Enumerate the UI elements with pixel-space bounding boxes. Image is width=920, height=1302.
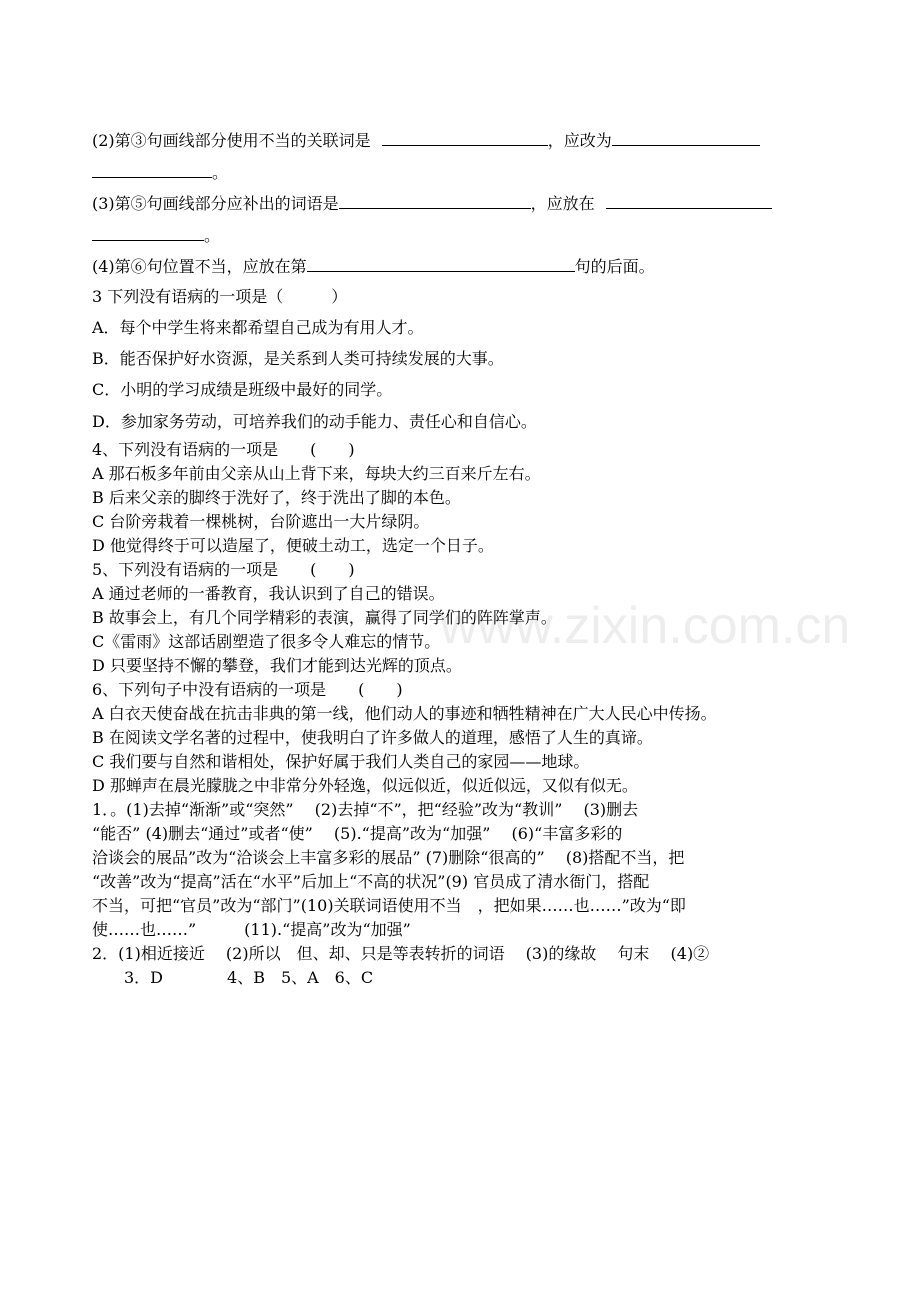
q2-4-after: 句的后面。	[574, 257, 655, 276]
answer-blank[interactable]	[382, 130, 548, 146]
question-6-option-c: C 我们要与自然和谐相处，保护好属于我们人类自己的家园——地球。	[92, 752, 590, 771]
question-4-option-d: D 他觉得终于可以造屋了，便破土动工，选定一个日子。	[92, 536, 494, 555]
question-6-stem: 6、下列句子中没有语病的一项是 ( )	[92, 680, 403, 699]
q2-2-middle: ，应改为	[547, 131, 612, 150]
question-3-option-d: D．参加家务劳动，可培养我们的动手能力、责任心和自信心。	[92, 412, 537, 431]
answer-blank[interactable]	[339, 193, 531, 209]
question-6-option-d: D 那蝉声在晨光朦胧之中非常分外轻逸，似远似近，似近似远，又似有似无。	[92, 776, 638, 795]
answer-line: 使……也……” (11).“提高”改为“加强”	[92, 920, 411, 939]
fill-in-q2-2	[92, 130, 760, 150]
question-3-option-c: C．小明的学习成绩是班级中最好的同学。	[92, 380, 393, 399]
question-3-option-a: A．每个中学生将来都希望自己成为有用人才。	[92, 318, 424, 337]
question-3-option-b: B．能否保护好水资源，是关系到人类可持续发展的大事。	[92, 349, 504, 368]
q2-3-end: 。	[204, 226, 221, 245]
question-3-stem: 3 下列没有语病的一项是（ ）	[92, 287, 348, 306]
answer-blank[interactable]	[92, 225, 204, 241]
watermark: www.zixin.com.cn	[440, 597, 851, 655]
answer-line: 1．。(1)去掉“渐渐”或“突然” (2)去掉“不”，把“经验”改为“教训” (3)删去	[92, 800, 639, 819]
answer-line: 3．D 4、B 5、A 6、C	[92, 968, 374, 987]
q2-2-text: (2)第③句画线部分使用不当的关联词是	[92, 131, 371, 150]
q2-2-end: 。	[212, 163, 229, 182]
answer-line: 2．(1)相近接近 (2)所以 但、却、只是等表转折的词语 (3)的缘故 句末 (4)②	[92, 944, 710, 963]
answer-blank[interactable]	[612, 130, 760, 146]
question-4-option-b: B 后来父亲的脚终于洗好了，终于洗出了脚的本色。	[92, 488, 461, 507]
answer-blank[interactable]	[92, 162, 212, 178]
question-5-stem: 5、下列没有语病的一项是 ( )	[92, 560, 355, 579]
fill-in-q2-4	[92, 256, 655, 276]
answer-blank[interactable]	[606, 193, 772, 209]
answer-line: 不当，可把“官员”改为“部门”(10)关联词语使用不当 ，把如果……也……”改为“即	[92, 896, 686, 915]
fill-in-q2-3	[92, 193, 772, 213]
question-4-stem: 4、下列没有语病的一项是 ( )	[92, 440, 355, 459]
question-5-option-a: A 通过老师的一番教育，我认识到了自己的错误。	[92, 584, 445, 603]
fill-in-q2-3-cont	[92, 225, 220, 245]
q2-4-text: (4)第⑥句位置不当，应放在第	[92, 257, 307, 276]
question-5-option-c: C《雷雨》这部话剧塑造了很多令人难忘的情节。	[92, 632, 441, 651]
question-6-option-a: A 白衣天使奋战在抗击非典的第一线，他们动人的事迹和牺牲精神在广大人民心中传扬。	[92, 704, 717, 723]
question-4-option-c: C 台阶旁栽着一棵桃树，台阶遮出一大片绿阴。	[92, 512, 430, 531]
answer-line: 洽谈会的展品”改为“洽谈会上丰富多彩的展品” (7)删除“很高的” (8)搭配不当，把	[92, 848, 685, 867]
question-6-option-b: B 在阅读文学名著的过程中，使我明白了许多做人的道理，感悟了人生的真谛。	[92, 728, 653, 747]
answer-line: “改善”改为“提高”活在“水平”后加上“不高的状况”(9) 官员成了清水衙门，搭配	[92, 872, 650, 891]
q2-3-middle: ，应放在	[530, 194, 595, 213]
q2-3-text: (3)第⑤句画线部分应补出的词语是	[92, 194, 339, 213]
fill-in-q2-2-cont	[92, 162, 228, 182]
question-5-option-d: D 只要坚持不懈的攀登，我们才能到达光辉的顶点。	[92, 656, 462, 675]
answer-blank[interactable]	[307, 256, 575, 272]
answer-line: “能否” (4)删去“通过”或者“使” (5).“提高”改为“加强” (6)“丰富多彩的	[92, 824, 623, 843]
question-5-option-b: B 故事会上，有几个同学精彩的表演，赢得了同学们的阵阵掌声。	[92, 608, 557, 627]
question-4-option-a: A 那石板多年前由父亲从山上背下来，每块大约三百来斤左右。	[92, 464, 541, 483]
